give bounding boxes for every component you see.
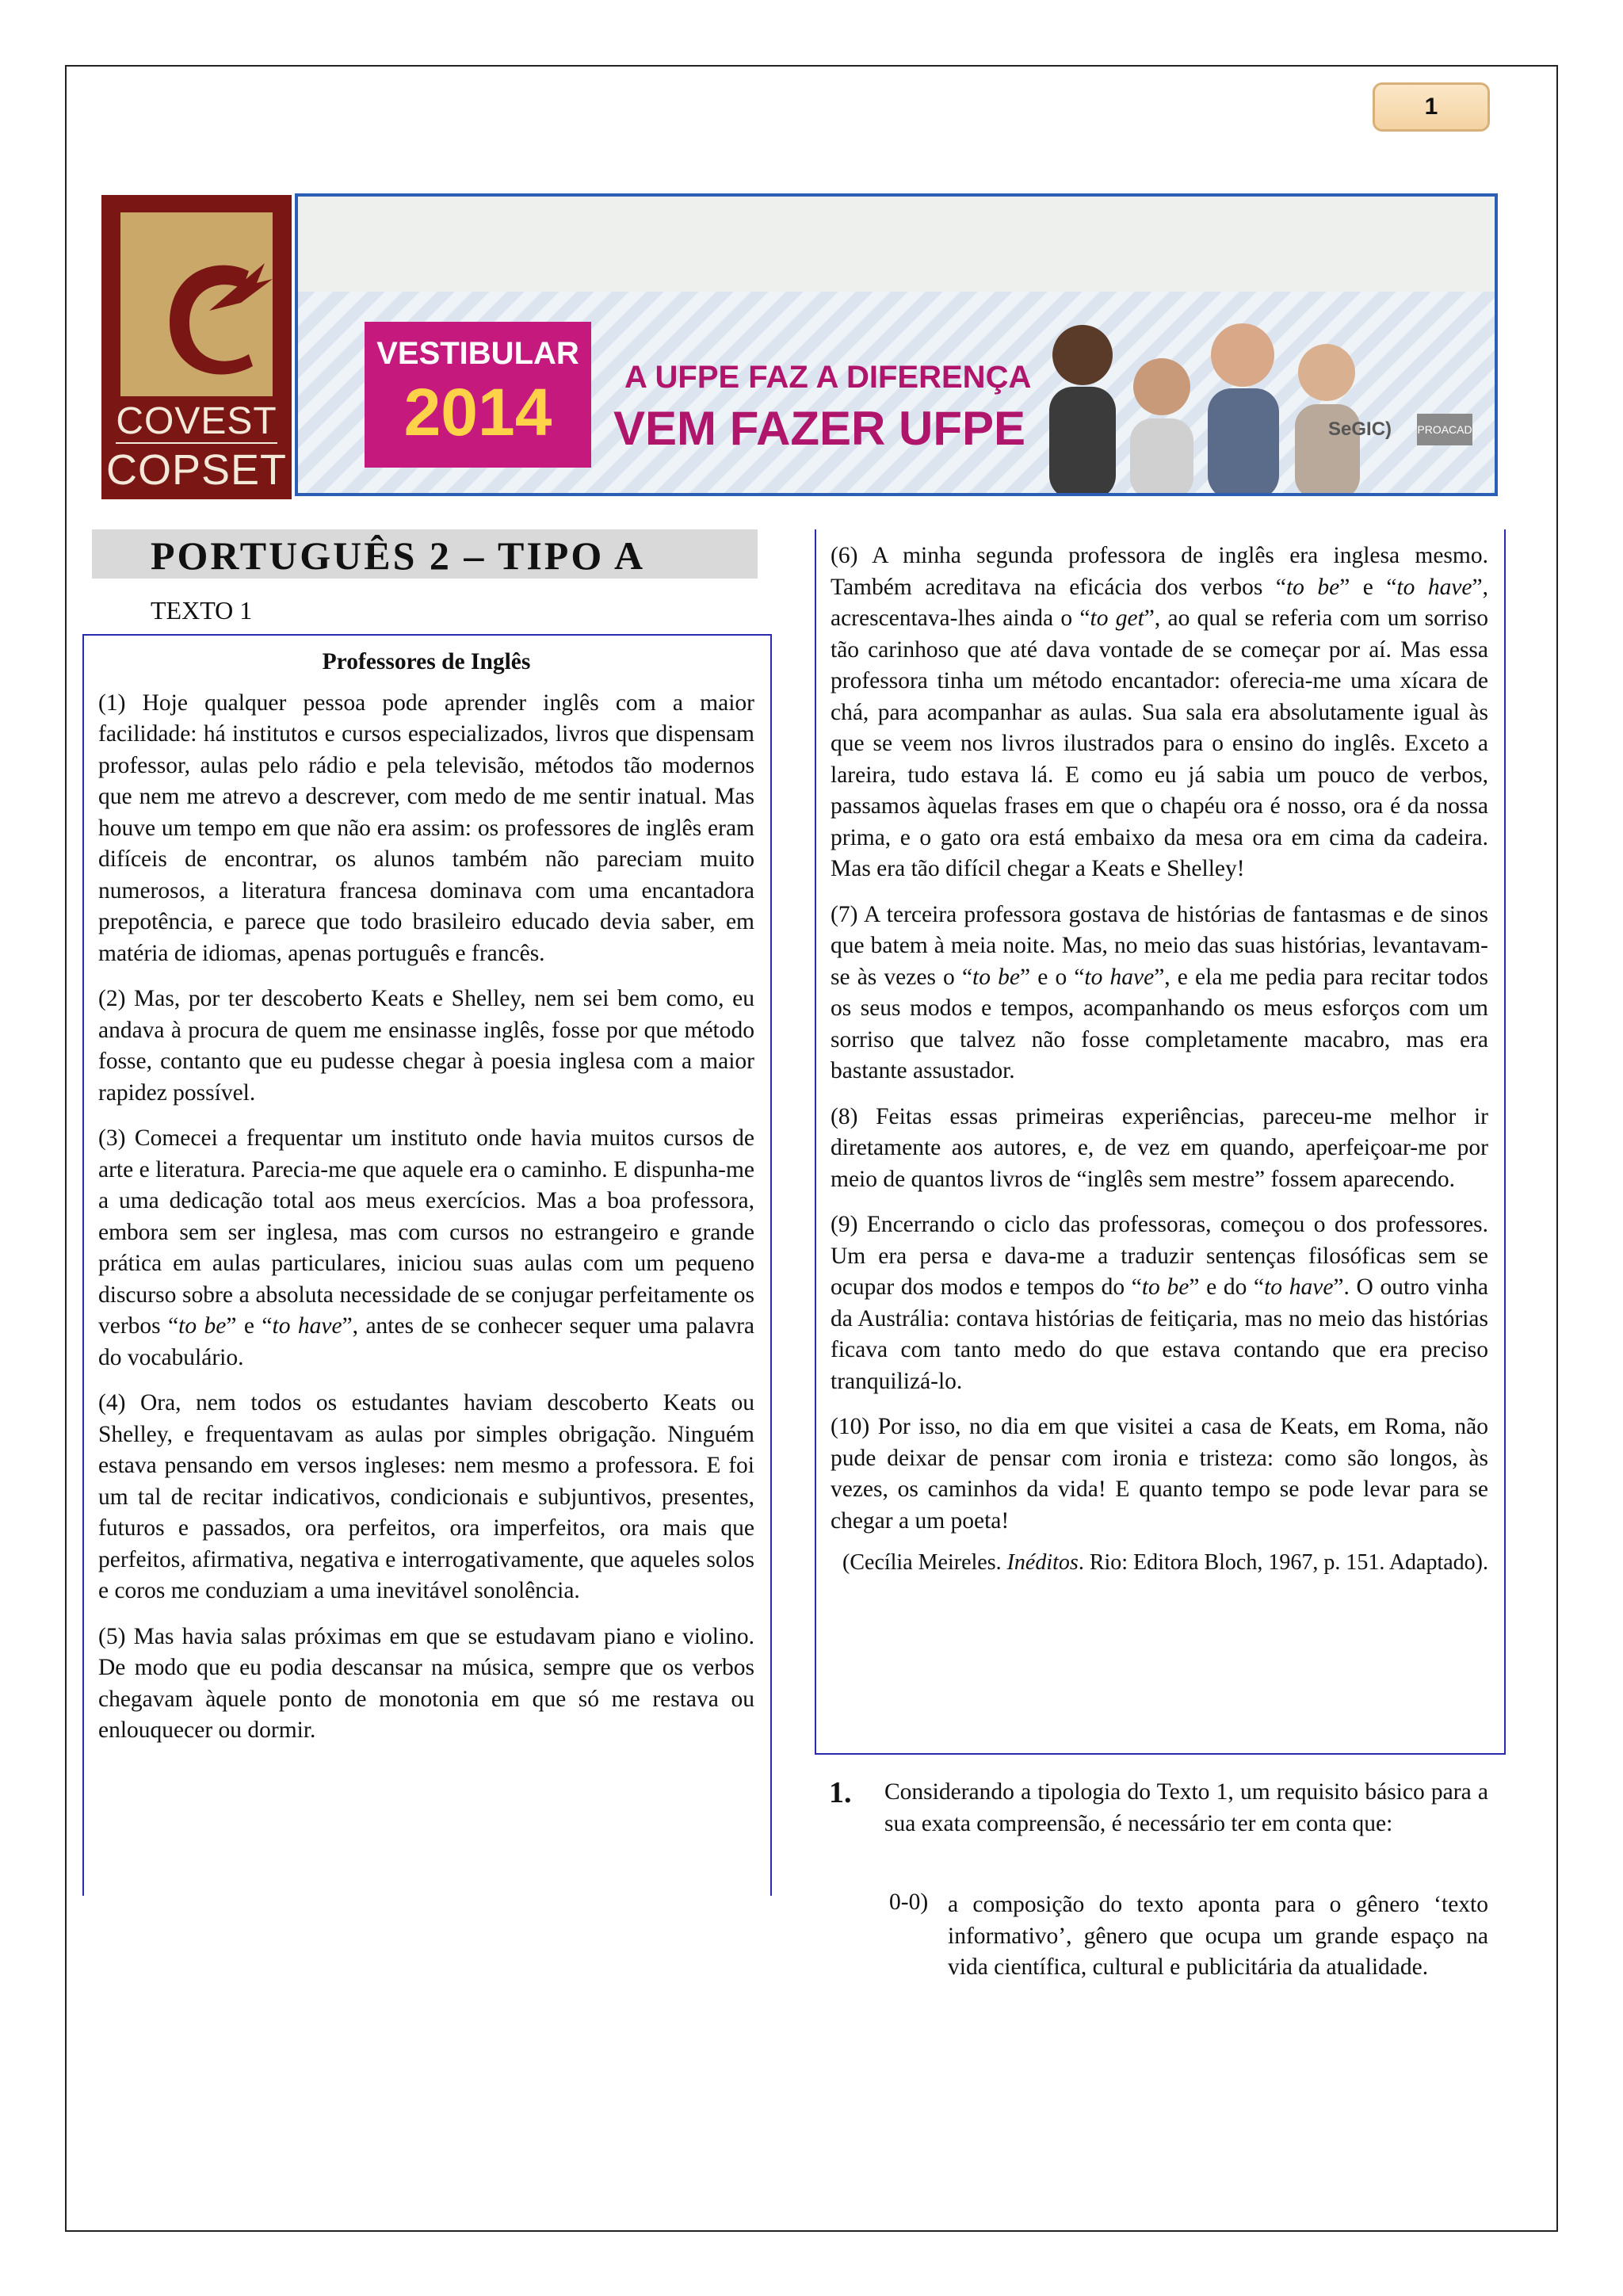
page-number: 1 [1373, 82, 1490, 132]
banner-slogan-2: VEM FAZER UFPE [613, 402, 1026, 455]
logo-mark [120, 212, 273, 396]
question-number: 1. [829, 1776, 852, 1809]
citation [831, 1548, 1488, 1578]
term-to-get: to get [1090, 606, 1144, 631]
vestibular-badge [365, 322, 591, 468]
logo-divider [116, 442, 277, 444]
vestibular-label: VESTIBULAR [376, 336, 579, 371]
paragraph-6-text: ”, acrescentava-lhes ainda o “ [831, 574, 1488, 631]
article-column-right [831, 541, 1488, 1592]
paragraph-3-text: ” e “ [226, 1313, 273, 1339]
citation-work: Inéditos [1006, 1550, 1079, 1575]
paragraph-4: (4) Ora, nem todos os estudantes haviam descoberto Keats ou Shelley, e frequentavam as aulas por simples obrigação. Ninguém estava pensando em versos ingleses: nem mesmo a professora. E foi um tal de recitar indicativos, condicionais e subjuntivos, presentes, futuros e passados, ora perfeitos, ora imperfeitos, ora mais que perfeitos, afirmativa, negativa e interrogativamente, que aqueles solos e coros me conduziam a uma inevitável sonolência. [98, 1390, 754, 1603]
citation-text: (Cecília Meireles. [842, 1550, 1007, 1575]
logo-text-copset: COPSET [105, 446, 288, 494]
paragraph-7-text: (7) A terceira professora gostava de histórias de fantasmas e de sinos que batem à meia noite. Mas, no meio das suas histórias, levantavam-se às vezes o “ [831, 901, 1488, 990]
article-column-left [98, 647, 754, 1761]
paragraph-7-text: ”, e ela me pedia para recitar todos os seus modos e tempos, acompanhando os meus esforços com um sorriso que talvez não fosse completamente macabro, mas era bastante assustador. [831, 964, 1489, 1083]
term-to-be: to be [1141, 1274, 1190, 1300]
paragraph-3-text: (3) Comecei a frequentar um instituto onde havia muitos cursos de arte e literatura. Parecia-me que aquele era o caminho. E dispunha-me a uma dedicação total aos meus exercícios. Mas a boa professora, embora sem ser inglesa, mas com cursos no estrangeiro e grande prática em aulas particulares, iniciou suas aulas com um pequeno discurso sobre a absoluta necessidade de se conjugar perfeitamente os verbos “ [98, 1125, 754, 1339]
sponsor-proacad: PROACAD [1417, 414, 1472, 445]
paragraph-6-text: ” e “ [1339, 574, 1397, 600]
banner-slogan-1: A UFPE FAZ A DIFERENÇA [624, 360, 1032, 395]
paragraph-9 [831, 1209, 1488, 1397]
paragraph-9-text: ”. O outro vinha da Austrália: contava histórias de feitiçaria, mas no meio das histórias ficava com tanto medo do que estava contando que era preciso tranquilizá-lo. [831, 1274, 1489, 1394]
article-title: Professores de Inglês [322, 649, 531, 674]
term-to-be: to be [1285, 574, 1340, 600]
paragraph-6-text: ”, ao qual se referia com um sorriso tão carinhoso que até dava vontade de se começar por aí. Mas essa professora tinha um método encantador: oferecia-me uma xícara de chá, para acompanhar as aulas. Sua sala era absolutamente igual às que se veem nos livros ilustrados para o ensino do inglês. Exceto a lareira, tudo estava lá. E como eu já sabia um pouco de verbos, passamos àquelas frases em que o chapéu ora é nosso, ora é da nossa prima, e o gato ora está embaixo da mesa ora em cima da cadeira. Mas era tão difícil chegar a Keats e Shelley! [831, 606, 1488, 881]
option-label: 0-0) [889, 1889, 929, 1915]
vestibular-banner [295, 193, 1498, 496]
citation-text: . Rio: Editora Bloch, 1967, p. 151. Adaptado). [1078, 1550, 1488, 1575]
paragraph-6-text: (6) A minha segunda professora de inglês era inglesa mesmo. Também acreditava na eficácia dos verbos “ [831, 543, 1488, 600]
paragraph-8: (8) Feitas essas primeiras experiências, pareceu-me melhor ir diretamente aos autores, e, de vez em quando, aperfeiçoar-me por meio de quantos livros de “inglês sem mestre” fossem aparecendo. [831, 1103, 1488, 1192]
option-text: a composição do texto aponta para o gênero ‘texto informativo’, gênero que ocupa um grande espaço na vida científica, cultural e publicitária da atualidade. [948, 1892, 1488, 1980]
term-to-have: to have [1084, 964, 1155, 990]
page-title: PORTUGUÊS 2 – TIPO A [151, 533, 646, 578]
paragraph-3-text: ”, antes de se conhecer sequer uma palavra do vocabulário. [98, 1313, 755, 1370]
paragraph-9-text: (9) Encerrando o ciclo das professoras, começou o dos professores. Um era persa e dava-me a traduzir sentenças filosóficas sem se ocupar dos modos e tempos do “ [831, 1212, 1488, 1300]
paragraph-9-text: ” e do “ [1189, 1274, 1265, 1300]
covest-copset-logo [101, 195, 292, 499]
paragraph-1: (1) Hoje qualquer pessoa pode aprender inglês com a maior facilidade: há institutos e cursos especializados, livros que dispensam professor, aulas pelo rádio e pela televisão, métodos tão modernos que nem me atrevo a descrever, com medo de me sentir inatual. Mas houve um tempo em que não era assim: os professores de inglês eram difíceis de encontrar, os alunos também não pareciam muito numerosos, a literatura francesa dominava com uma encantadora prepotência, e parece que todo brasileiro educado devia saber, em matéria de idiomas, apenas português e francês. [98, 690, 754, 966]
vestibular-year: 2014 [403, 375, 552, 449]
question-text: Considerando a tipologia do Texto 1, um requisito básico para a sua exata compreensão, é necessário ter em conta que: [884, 1779, 1488, 1836]
paragraph-10: (10) Por isso, no dia em que visitei a casa de Keats, em Roma, não pude deixar de pensar com ironia e tristeza: como são longos, às vezes, os caminhos da vida! E quanto tempo se pode levar para se chegar a um poeta! [831, 1414, 1488, 1534]
paragraph-7-text: ” e o “ [1019, 964, 1085, 990]
paragraph-7 [831, 900, 1488, 1087]
students-photo [1035, 300, 1376, 496]
term-to-have: to have [1396, 574, 1472, 600]
paragraph-2: (2) Mas, por ter descoberto Keats e Shelley, nem sei bem como, eu andava à procura de quem me ensinasse inglês, fosse por que método fosse, contanto que eu pudesse chegar à poesia inglesa com a maior rapidez possível. [98, 986, 754, 1106]
logo-c-icon [154, 247, 273, 398]
logo-text-covest: COVEST [116, 400, 277, 442]
paragraph-5: (5) Mas havia salas próximas em que se estudavam piano e violino. De modo que eu podia descansar na música, sempre que os verbos chegavam àquele ponto de monotonia em que só me restava ou enlouquecer ou dormir. [98, 1623, 754, 1743]
paragraph-3 [98, 1123, 754, 1373]
term-to-have: to have [1264, 1274, 1334, 1300]
paragraph-6 [831, 541, 1488, 885]
term-to-be: to be [972, 964, 1020, 990]
sponsor-segic: SeGIC) [1328, 418, 1392, 440]
text-label: TEXTO 1 [151, 596, 253, 625]
term-to-have: to have [272, 1313, 342, 1339]
term-to-be: to be [178, 1313, 227, 1339]
